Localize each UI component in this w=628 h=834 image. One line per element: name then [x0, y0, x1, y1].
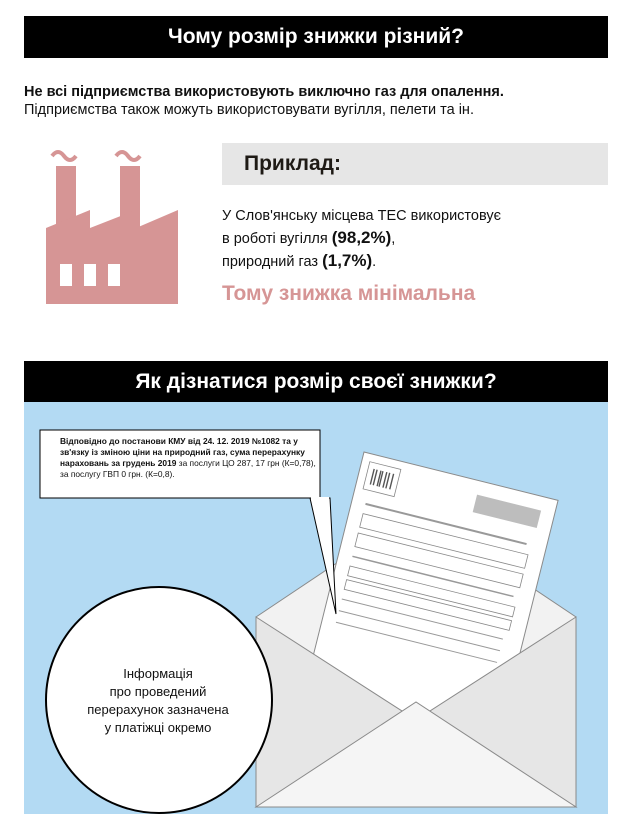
callout-regular: за послуги ЦО 287, 17 грн (К=0,78), за послугу ГВП 0 грн. (К=0,8). [60, 458, 316, 479]
section-title-banner [24, 16, 608, 58]
example-title: Приклад: [244, 152, 341, 175]
example-line-2 [222, 227, 602, 250]
intro-text [24, 83, 614, 119]
circle-line-1: Інформація [123, 666, 193, 681]
result-text: Тому знижка мінімальна [222, 282, 476, 305]
example-line-3-prefix: природний газ [222, 254, 323, 270]
example-line-3-suffix: . [372, 254, 377, 270]
example-line-2-prefix: в роботі вугілля [222, 231, 332, 247]
circle-line-3: перерахунок зазначена [87, 702, 229, 717]
circle-text [58, 665, 258, 737]
callout-bold: Відповідно до постанови КМУ від 24. 12. 2019 №1082 та у зв'язку із зміною ціни на природний газ, сума перерахунку нараховань за грудень 2019 [60, 436, 305, 468]
example-line-1: У Слов'янську місцева ТЕС використовує [222, 208, 501, 224]
circle-line-4: у платіжці окремо [104, 720, 212, 735]
intro-line-1: Не всі підприємства використовують виключно газ для опалення. [24, 84, 504, 100]
example-text [222, 206, 602, 273]
section-title-2: Як дізнатися розмір своєї знижки? [135, 370, 497, 393]
section-title: Чому розмір знижки різний? [167, 25, 464, 48]
intro-line-2: Підприємства також можуть використовувати вугілля, пелети та ін. [24, 102, 474, 118]
factory-icon [44, 148, 178, 304]
circle-line-2: про проведений [109, 684, 207, 699]
callout-text [40, 430, 320, 498]
example-header [222, 143, 608, 185]
gas-percentage: (1,7%) [322, 251, 373, 270]
example-line-2-suffix: , [391, 231, 396, 247]
coal-percentage: (98,2%) [331, 228, 392, 247]
example-line-3 [222, 250, 602, 273]
section-title-banner-2 [24, 361, 608, 403]
